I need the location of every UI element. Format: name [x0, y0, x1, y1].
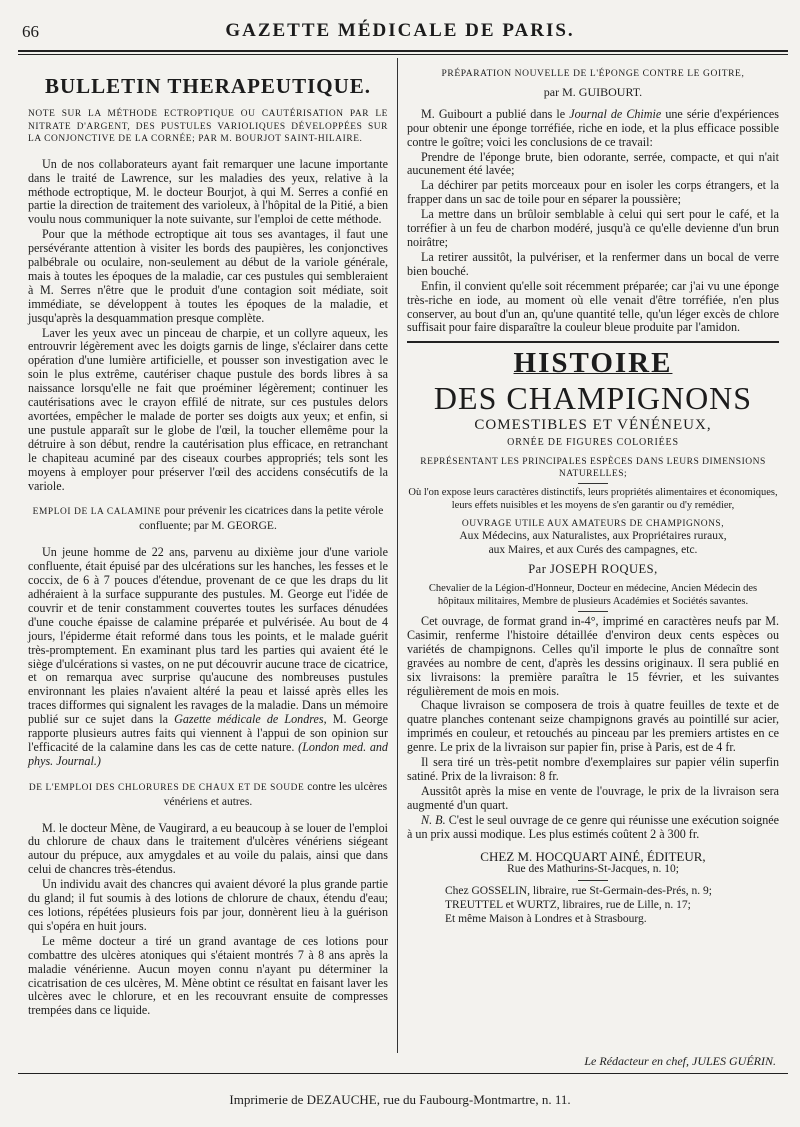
ad-subtitle: COMESTIBLES ET VÉNÉNEUX,	[474, 417, 712, 434]
paragraph: Pour que la méthode ectroptique ait tous ses avantages, il faut une persévérante attention à visiter les bords des paupières, les conjonctives palbébrale ou oculaire, non-seulement au début de la variole générale, mais à toutes les époques de la maladie, car ces pustules qui sembleraient à M. Serres n'être que le produit d'une contagion soit médiate, soit immédiate, se développent à toutes les époques de la maladie, et jusqu'après la desquammation presque complète.	[28, 227, 388, 325]
nb-label: N. B.	[421, 812, 446, 827]
paragraph: Le même docteur a tiré un grand avantage de ces lotions pour combattre des ulcères atoniques qui s'étaient montrés 7 à 8 ans après la maladie vénérienne. Aucun moyen connu n'ayant pu déterminer la cicatrisation de ces ulcères, M. Mène obtint ce résultat en faisant laver les ulcères avec le chlorure, et en les recouvrant ensuite de compresses trempées dans ce liquide.	[28, 933, 388, 1018]
paragraph: Un de nos collaborateurs ayant fait remarquer une lacune importante dans le traité de Lawrence, sur les maladies des yeux, relative à la méthode ectroptique, M. le docteur Bourjot, à qui M. Serres a confié en partie la direction de traitement des varioleux, à l'hôpital de la Pitié, a bien voulu nous communiquer la note suivante, sur l'emploi de cette méthode.	[28, 156, 388, 227]
chlorures-heading-sc: DE L'EMPLOI DES CHLORURES DE CHAUX ET DE SOUDE	[28, 782, 305, 793]
paragraph: Il sera tiré un très-petit nombre d'exemplaires sur papier vélin superfin satiné. Prix de la livraison: 8 fr.	[407, 755, 779, 783]
masthead-title: GAZETTE MÉDICALE DE PARIS.	[225, 20, 575, 41]
ad-audience-1: Aux Médecins, aux Naturalistes, aux Propriétaires ruraux,	[459, 530, 727, 543]
paragraph	[28, 546, 388, 769]
journal-title: Journal de Chimie	[569, 106, 662, 121]
calamine-heading-sc: EMPLOI DE LA CALAMINE	[32, 507, 162, 518]
q1-rest: une série d'expériences pour obtenir une éponge torréfiée, riche en iode, et la plus efficace possible contre le goître; voici les conclusions de ce travail:	[407, 106, 779, 149]
ad-description: REPRÉSENTANT LES PRINCIPALES ESPÈCES DANS LEURS DIMENSIONS NATURELLES;	[420, 457, 766, 480]
paragraph: Enfin, il convient qu'elle soit récemment préparée; car j'ai vu une éponge très-riche en iode, au moment où elle venait d'être torréfiée, n'en plus conserver, au bout d'un an, qu'une quantité telle, qu'un léger excès de chlore suffisait pour faire disparaître la couleur bleue produite par l'amidon.	[407, 278, 779, 335]
ad-editor: CHEZ M. HOCQUART AINÉ, ÉDITEUR,	[480, 848, 706, 864]
paragraph: Un individu avait des chancres qui avaient dévoré la plus grande partie du gland; il fut soumis à des lotions de chlorure de chaux, étendu d'eau; ces lotions, répétées plusieurs fois par jour, donnèrent lieu à la guérison qui s'opéra en huit jours.	[28, 877, 388, 933]
ad-audience-2: aux Maires, et aux Curés des campagnes, etc.	[488, 543, 698, 556]
ad-title-champignons: DES CHAMPIGNONS	[433, 380, 753, 417]
ad-separator	[578, 483, 608, 484]
ad-address-3: Et même Maison à Londres et à Strasbourg.	[445, 912, 647, 925]
p4-text: Un jeune homme de 22 ans, parvenu au dixième jour d'une variole confluente, était épuisé par des ulcérations sur les hanches, les fesses et le coccix, de 6 à 7 pouces d'étendue, provenant de ce que les draps du lit adhéraient à la surface suppurante des pustules. M. George eut l'idée de couvrir et de tenir constamment couvertes toutes les surfaces dénudées d'une couche épaisse de calamine préparée et pulvérisée. Au bout de 4 jours, l'épiderme était reformé dans tous les points, et le malade guérit très-promptement. En examinant plus tard les parties qui avaient été le siège d'ulcérations si vastes, on ne put découvrir aucune trace de cicatrice, et on remarqua avec surprise qu'aucune des nombreuses pustules environnant les plaies n'avaient altéré la peau et laissé après elles les traces difformes qui signalent les ravages de la maladie. Dans un mémoire publié sur ce sujet dans la	[28, 545, 388, 727]
redacteur-signature: Le Rédacteur en chef, JULES GUÉRIN.	[584, 1054, 776, 1068]
paragraph: Prendre de l'éponge brute, bien odorante, serrée, compacte, et qui n'ait aucunement été lavée;	[407, 149, 779, 178]
ad-subtitle-figures: ORNÉE DE FIGURES COLORIÉES	[507, 437, 679, 449]
ad-address-1: Chez GOSSELIN, libraire, rue St-Germain-des-Prés, n. 9;	[445, 884, 712, 897]
ad-separator	[578, 880, 608, 881]
paragraph: M. le docteur Mène, de Vaugirard, a eu beaucoup à se louer de l'emploi du chlorure de chaux dans le traitement d'ulcères vénériens siégeant autour du prépuce, aux amygdales et au voile du palais, ainsi que dans celui de chancres très-étendus.	[28, 820, 388, 877]
bulletin-title: BULLETIN THERAPEUTIQUE.	[44, 74, 372, 98]
header-rule	[18, 50, 788, 52]
ad-author: Par JOSEPH ROQUES,	[528, 562, 658, 577]
paragraph: Laver les yeux avec un pinceau de charpie, et un collyre aqueux, les entrouvrir légèrement avec les doigts garnis de linge, s'éclairer dans cette opération d'une lumière artificielle, et pousser son investigation avec le soin le plus extrême, cautériser chaque pustule des bords libres à sa naissance lorsqu'elle ne fait que proéminer légèrement; continuer les cautérisations avec le crayon effilé de nitrate, sur ces pustules delors avortées, empêcher le malade de porter ses doigts aux yeux; et enfin, si une pustule apparaît sur le globe de l'œil, la toucher ellemême pour la détruire à son début, rendre la cautérisation plus efficace, en retranchant le chapiteau acuminé par des ciseaux courbes appropriés; tels sont les moyens à employer pour préserver l'œil des accidens consécutifs de la variole.	[28, 325, 388, 493]
calamine-heading	[28, 505, 388, 534]
eponge-heading: PRÉPARATION NOUVELLE DE L'ÉPONGE CONTRE LE GOITRE,	[441, 69, 745, 79]
paragraph: La retirer aussitôt, la pulvériser, et la renfermer dans un bocal de verre bien bouché.	[407, 249, 779, 278]
nota-bene	[407, 814, 779, 842]
chlorures-heading	[28, 781, 388, 810]
ad-credentials-1: Chevalier de la Légion-d'Honneur, Docteur en médecine, Ancien Médecin des	[428, 583, 758, 595]
paragraph: Aussitôt après la mise en vente de l'ouvrage, le prix de la livraison sera augmenté d'un quart.	[407, 783, 779, 812]
note-heading: NOTE SUR LA MÉTHODE ECTROPTIQUE OU CAUTÉRISATION PAR LE NITRATE D'ARGENT, DES PUSTULES VARIOLIQUES DÉVELOPPÉES SUR LA CONJONCTIVE DE LA CORNÉE; PAR M. BOURJOT SAINT-HILAIRE.	[28, 108, 388, 145]
page-number: 66	[22, 22, 39, 41]
ad-address-2: TREUTTEL et WURTZ, libraires, rue de Lille, n. 17;	[445, 898, 691, 911]
chlorures-heading-rest: contre les ulcères vénériens et autres.	[163, 780, 388, 808]
advertisement-rule	[407, 341, 779, 343]
source-citation: (London med. and phys. Journal.)	[28, 739, 388, 768]
journal-title: Gazette médicale de Londres	[174, 712, 324, 727]
column-divider	[397, 58, 398, 1053]
ad-useful: OUVRAGE UTILE AUX AMATEURS DE CHAMPIGNONS,	[461, 519, 725, 530]
q1-start: M. Guibourt a publié dans le	[421, 106, 566, 121]
printer-imprint: Imprimerie de DEZAUCHE, rue du Faubourg-Montmartre, n. 11.	[229, 1092, 571, 1107]
ad-editor-address: Rue des Mathurins-St-Jacques, n. 10;	[507, 863, 679, 876]
eponge-author: par M. GUIBOURT.	[543, 84, 643, 99]
paragraph	[407, 108, 779, 150]
right-column	[407, 64, 779, 926]
paragraph: Chaque livraison se composera de trois à quatre feuilles de texte et de quatre planches contenant seize champignons gravés au pointillé sur acier, imprimés en couleur, et retouchés au pinceau par les premiers artistes en ce genre. Le prix de la livraison sur papier fin, prise à Paris, est de 4 fr.	[407, 698, 779, 755]
paragraph: Cet ouvrage, de format grand in-4°, imprimé en caractères neufs par M. Casimir, renferme l'histoire détaillée d'environ deux cents espèces ou variétés de champignons. Celles qu'il importe le plus de connaître sont gravées au nombre de cent, d'après les dessins originaux. Il sera publié en six livraisons: la première paraîtra le 15 février, et les suivantes régulièrement de mois en mois.	[407, 614, 779, 698]
ad-separator	[578, 611, 608, 612]
ad-credentials-2: hôpitaux militaires, Membre de plusieurs Académies et Sociétés savantes.	[437, 595, 749, 607]
nb-text: C'est le seul ouvrage de ce genre qui réunisse une exécution soignée à un prix aussi modique. Les plus estimés coûtent 2 à 300 fr.	[407, 812, 779, 841]
paragraph: La déchirer par petits morceaux pour en isoler les corps étrangers, et la frapper dans un sac de toile pour en séparer la poussière;	[407, 178, 779, 207]
ad-contents: Où l'on expose leurs caractères distinctifs, leurs propriétés alimentaires et économiques, leurs effets nuisibles et les moyens de s'en garantir ou d'y remédier,	[408, 487, 778, 511]
paragraph: La mettre dans un brûloir semblable à celui qui sert pour le café, et la torréfier à un feu de charbon modéré, jusqu'à ce qu'elle devienne d'un brun noirâtre;	[407, 207, 779, 249]
calamine-heading-rest: pour prévenir les cicatrices dans la petite vérole confluente; par M. GEORGE.	[139, 505, 384, 533]
advertisement	[407, 347, 779, 926]
left-column	[28, 64, 388, 1019]
header-rule-thin	[18, 54, 788, 55]
ad-title-histoire: HISTOIRE	[513, 347, 673, 380]
p4-rest: , M. George rapporte plusieurs autres faits qui viennent à l'appui de son opinion sur l'efficacité de la calamine dans les cas de cette nature.	[28, 712, 388, 754]
footer-rule	[18, 1073, 788, 1074]
